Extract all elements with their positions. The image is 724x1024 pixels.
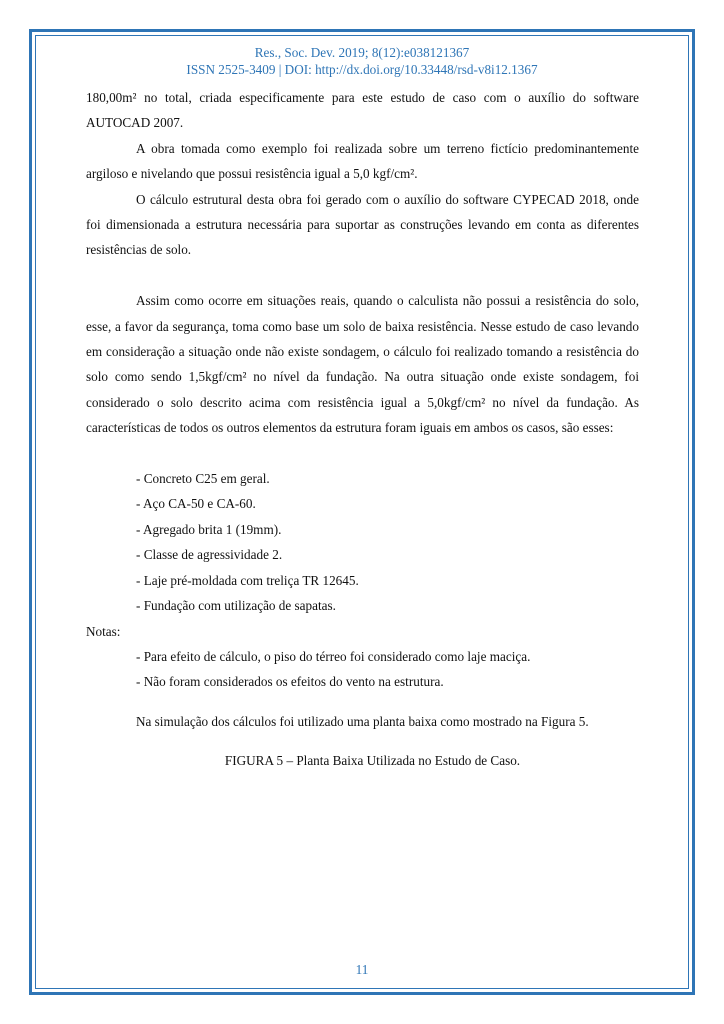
page-body bbox=[86, 85, 639, 774]
journal-citation: Res., Soc. Dev. 2019; 8(12):e038121367 bbox=[254, 45, 470, 60]
spacer bbox=[86, 734, 639, 748]
spacer bbox=[86, 695, 639, 709]
spacer bbox=[86, 263, 639, 288]
figure-caption: FIGURA 5 – Planta Baixa Utilizada no Estudo de Caso. bbox=[224, 753, 521, 769]
note-item: - Não foram considerados os efeitos do vento na estrutura. bbox=[136, 674, 444, 690]
spacer bbox=[86, 441, 639, 466]
list-item: - Laje pré-moldada com treliça TR 12645. bbox=[136, 572, 359, 588]
list-item: - Classe de agressividade 2. bbox=[136, 547, 283, 563]
paragraph-2: A obra tomada como exemplo foi realizada sobre um terreno fictício predominantemente argiloso e nivelando que possui resistência igual a 5,0 kgf/cm². bbox=[86, 140, 639, 182]
list-item: - Fundação com utilização de sapatas. bbox=[136, 598, 336, 614]
paragraph-5: Na simulação dos cálculos foi utilizado uma planta baixa como mostrado na Figura 5. bbox=[136, 713, 589, 729]
paragraph-3: O cálculo estrutural desta obra foi gerado com o auxílio do software CYPECAD 2018, onde foi dimensionada a estrutura necessária para suportar as construções levando em conta as diferentes resistências de solo. bbox=[86, 191, 639, 258]
list-item: - Aço CA-50 e CA-60. bbox=[136, 496, 256, 512]
page-number: 11 bbox=[355, 962, 369, 977]
journal-issn-doi: ISSN 2525-3409 | DOI: http://dx.doi.org/10.33448/rsd-v8i12.1367 bbox=[186, 62, 538, 77]
paragraph-1: 180,00m² no total, criada especificamente para este estudo de caso com o auxílio do software AUTOCAD 2007. bbox=[86, 90, 639, 131]
notes-label: Notas: bbox=[86, 623, 121, 639]
note-item: - Para efeito de cálculo, o piso do térreo foi considerado como laje maciça. bbox=[136, 648, 531, 664]
journal-header bbox=[40, 44, 684, 78]
paragraph-4: Assim como ocorre em situações reais, quando o calculista não possui a resistência do solo, esse, a favor da segurança, toma como base um solo de baixa resistência. Nesse estudo de caso levando em consideração a situação onde não existe sondagem, o cálculo foi realizado tomando a resistência do solo como sendo 1,5kgf/cm² no nível da fundação. Na outra situação onde existe sondagem, foi considerado o solo descrito acima com resistência igual a 5,0kgf/cm² no nível da fundação. As características de todos os outros elementos da estrutura foram iguais em ambos os casos, são esses: bbox=[86, 293, 639, 436]
list-item: - Agregado brita 1 (19mm). bbox=[136, 521, 282, 537]
list-item: - Concreto C25 em geral. bbox=[136, 471, 270, 487]
